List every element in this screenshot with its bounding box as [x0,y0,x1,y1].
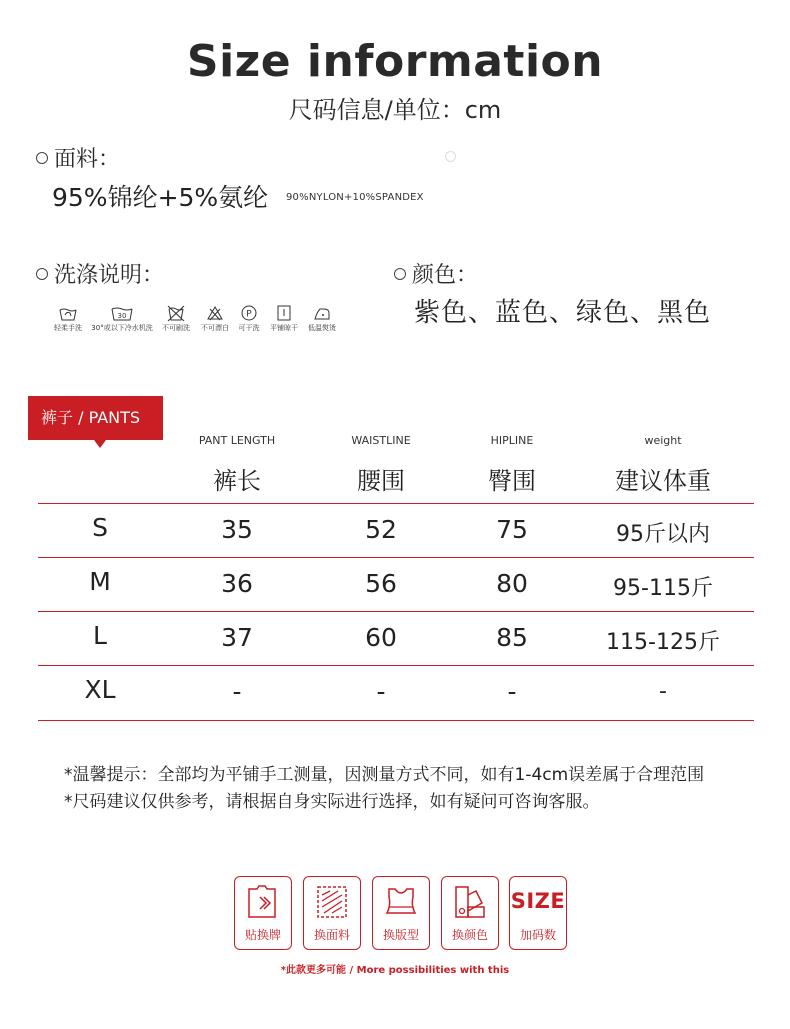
weight-cell: 115-125斤 [606,630,720,655]
fabric-section-label: 面料： [36,142,120,173]
change-color-icon [450,883,490,921]
table-divider [38,720,754,721]
machine-wash-30-icon: 30 30°或以下冷水机洗 [90,304,154,333]
note-measurement: *温馨提示：全部均为平铺手工测量，因测量方式不同，如有1-4cm误差属于合理范围 [64,765,705,785]
decorative-circle-icon [445,151,456,162]
change-pattern-icon [381,883,421,921]
colors-section-label: 颜色： [394,258,478,289]
fabric-value-en: 90%NYLON+10%SPANDEX [286,192,424,203]
option-change-label[interactable] [234,876,292,950]
col-header-en-waist: WAISTLINE [351,434,411,447]
footer-note: *此款更多可能 / More possibilities with this [280,965,510,976]
weight-cell: 95-115斤 [613,576,713,601]
option-label: 贴换牌 [244,928,281,942]
col-header-cn-length: 裤长 [213,467,261,495]
washing-section-label: 洗涤说明： [36,258,164,289]
option-label: 换面料 [313,928,350,942]
length-cell: 37 [221,623,253,652]
page-subtitle: 尺码信息/单位：cm [288,96,502,124]
col-header-cn-weight: 建议体重 [615,467,711,495]
no-bleach-icon: 不可漂白 [198,304,232,333]
bullet-circle-icon [36,268,48,280]
hip-cell: 85 [496,623,528,652]
table-divider [38,611,754,612]
hip-cell: - [507,677,517,706]
washing-icons-row [48,304,348,338]
weight-cell: 95斤以内 [616,522,710,547]
waist-cell: 60 [365,623,397,652]
dry-clean-mark: P [246,309,252,320]
note-reference: *尺码建议仅供参考，请根据自身实际进行选择，如有疑问可咨询客服。 [64,792,600,812]
option-size[interactable] [509,876,567,950]
flat-dry-icon: 平铺晾干 [266,304,302,333]
low-iron-icon: 低温熨烫 [304,304,340,333]
table-divider [38,665,754,666]
size-cell: M [89,567,111,596]
option-change-fabric[interactable] [303,876,361,950]
bullet-circle-icon [394,268,406,280]
col-header-en-hip: HIPLINE [490,434,534,447]
option-change-pattern[interactable] [372,876,430,950]
option-label: 加码数 [519,928,556,942]
bullet-circle-icon [36,152,48,164]
hip-cell: 80 [496,569,528,598]
colors-value: 紫色、蓝色、绿色、黑色 [414,298,712,328]
change-label-icon [243,883,283,921]
size-cell: S [92,513,108,542]
page-title: Size information [186,36,604,87]
weight-cell: - [659,679,667,704]
size-icon: SIZE [510,889,566,913]
fabric-value: 95%锦纶+5%氨纶 [52,183,269,212]
option-label: 换颜色 [451,928,488,942]
col-header-en-weight: weight [644,434,682,447]
size-cell: XL [84,675,116,704]
length-cell: - [232,677,242,706]
waist-cell: - [376,677,386,706]
size-cell: L [93,621,107,650]
col-header-cn-waist: 腰围 [357,467,405,495]
table-divider [38,557,754,558]
table-divider [38,503,754,504]
option-change-color[interactable] [441,876,499,950]
hip-cell: 75 [496,515,528,544]
length-cell: 36 [221,569,253,598]
waist-cell: 56 [365,569,397,598]
hand-wash-icon: 轻柔手洗 [48,304,88,333]
option-label: 换版型 [382,928,419,942]
length-cell: 35 [221,515,253,544]
pants-tag: 裤子 / PANTS [28,396,163,440]
col-header-cn-hip: 臀围 [488,467,536,495]
col-header-en-length: PANT LENGTH [198,434,276,447]
no-dry-clean-icon: 不可刷洗 [158,304,194,333]
notes [64,762,704,816]
change-fabric-icon [312,883,352,921]
dry-clean-p-icon: P 可干洗 [234,304,264,333]
wash-temp-text: 30 [117,312,127,320]
waist-cell: 52 [365,515,397,544]
